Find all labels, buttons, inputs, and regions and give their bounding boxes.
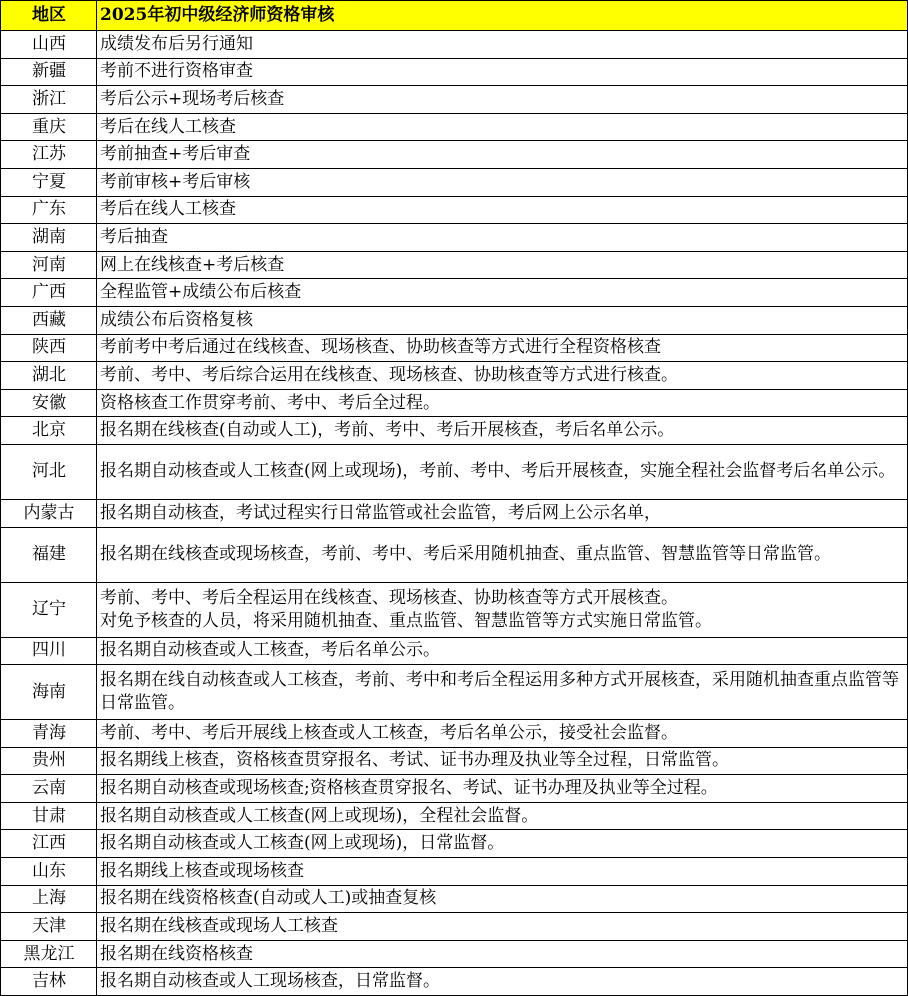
review-method-cell: 报名期线上核查，资格核查贯穿报名、考试、证书办理及执业等全过程，日常监管。 <box>97 747 908 775</box>
table-row <box>1 113 908 141</box>
table-row <box>1 747 908 775</box>
table-row <box>1 637 908 665</box>
review-method-cell: 报名期自动核查或人工核查(网上或现场)，日常监督。 <box>97 830 908 858</box>
region-cell: 江苏 <box>1 141 97 169</box>
table-row <box>1 389 908 417</box>
region-cell: 天津 <box>1 913 97 941</box>
review-method-cell: 报名期在线核查(自动或人工)，考前、考中、考后开展核查，考后名单公示。 <box>97 417 908 445</box>
table-row <box>1 720 908 748</box>
region-cell: 云南 <box>1 775 97 803</box>
review-method-cell: 成绩公布后资格复核 <box>97 306 908 334</box>
region-cell: 陕西 <box>1 334 97 362</box>
review-method-cell: 成绩发布后另行通知 <box>97 31 908 59</box>
region-cell: 内蒙古 <box>1 499 97 527</box>
region-cell: 山西 <box>1 31 97 59</box>
table-row <box>1 665 908 720</box>
review-method-cell: 考前不进行资格审查 <box>97 58 908 86</box>
review-method-cell: 报名期在线核查或现场核查，考前、考中、考后采用随机抽查、重点监管、智慧监管等日常监管。 <box>97 527 908 582</box>
table-row <box>1 362 908 390</box>
table-row <box>1 527 908 582</box>
review-method-cell: 网上在线核查+考后核查 <box>97 251 908 279</box>
table-row <box>1 444 908 499</box>
review-method-cell: 全程监管+成绩公布后核查 <box>97 279 908 307</box>
region-cell: 福建 <box>1 527 97 582</box>
table-row <box>1 306 908 334</box>
region-cell: 西藏 <box>1 306 97 334</box>
header-region: 地区 <box>1 1 97 31</box>
region-cell: 吉林 <box>1 968 97 996</box>
review-method-cell: 考前、考中、考后综合运用在线核查、现场核查、协助核查等方式进行核查。 <box>97 362 908 390</box>
table-row <box>1 196 908 224</box>
review-method-cell: 报名期自动核查或人工现场核查，日常监督。 <box>97 968 908 996</box>
table-row <box>1 279 908 307</box>
review-method-cell: 报名期线上核查或现场核查 <box>97 858 908 886</box>
table-row <box>1 251 908 279</box>
region-cell: 上海 <box>1 885 97 913</box>
region-cell: 江西 <box>1 830 97 858</box>
review-method-cell: 报名期在线核查或现场人工核查 <box>97 913 908 941</box>
review-method-cell: 报名期在线自动核查或人工核查，考前、考中和考后全程运用多种方式开展核查，采用随机抽查重点监管等日常监管。 <box>97 665 908 720</box>
region-cell: 辽宁 <box>1 582 97 637</box>
table-row <box>1 885 908 913</box>
review-method-cell: 报名期在线资格核查 <box>97 940 908 968</box>
review-method-cell: 考后公示+现场考后核查 <box>97 86 908 114</box>
region-cell: 广东 <box>1 196 97 224</box>
region-cell: 湖南 <box>1 224 97 252</box>
region-cell: 山东 <box>1 858 97 886</box>
table-row <box>1 31 908 59</box>
review-method-cell: 考后在线人工核查 <box>97 196 908 224</box>
table-row <box>1 830 908 858</box>
review-method-cell: 资格核查工作贯穿考前、考中、考后全过程。 <box>97 389 908 417</box>
review-method-cell: 报名期自动核查或人工核查(网上或现场)，全程社会监督。 <box>97 802 908 830</box>
table-row <box>1 499 908 527</box>
region-cell: 河南 <box>1 251 97 279</box>
review-method-cell: 考前、考中、考后全程运用在线核查、现场核查、协助核查等方式开展核查。 对免予核查的人员，将采用随机抽查、重点监管、智慧监管等方式实施日常监管。 <box>97 582 908 637</box>
region-cell: 海南 <box>1 665 97 720</box>
review-method-cell: 考前抽查+考后审查 <box>97 141 908 169</box>
region-cell: 四川 <box>1 637 97 665</box>
review-method-cell: 报名期自动核查或现场核查;资格核查贯穿报名、考试、证书办理及执业等全过程。 <box>97 775 908 803</box>
table-row <box>1 775 908 803</box>
region-cell: 湖北 <box>1 362 97 390</box>
review-method-cell: 报名期自动核查或人工核查，考后名单公示。 <box>97 637 908 665</box>
table-row <box>1 86 908 114</box>
table-row <box>1 940 908 968</box>
review-method-cell: 报名期自动核查或人工核查(网上或现场)，考前、考中、考后开展核查，实施全程社会监督考后名单公示。 <box>97 444 908 499</box>
table-row <box>1 913 908 941</box>
table-row <box>1 224 908 252</box>
review-method-cell: 考后抽查 <box>97 224 908 252</box>
region-cell: 新疆 <box>1 58 97 86</box>
region-cell: 青海 <box>1 720 97 748</box>
table-row <box>1 858 908 886</box>
review-method-cell: 考前审核+考后审核 <box>97 168 908 196</box>
review-method-cell: 考后在线人工核查 <box>97 113 908 141</box>
review-method-cell: 报名期在线资格核查(自动或人工)或抽查复核 <box>97 885 908 913</box>
header-row <box>1 1 908 31</box>
region-cell: 广西 <box>1 279 97 307</box>
table-row <box>1 968 908 996</box>
table-row <box>1 802 908 830</box>
region-cell: 黑龙江 <box>1 940 97 968</box>
review-method-cell: 考前、考中、考后开展线上核查或人工核查，考后名单公示，接受社会监督。 <box>97 720 908 748</box>
region-cell: 宁夏 <box>1 168 97 196</box>
table-row <box>1 58 908 86</box>
table-row <box>1 417 908 445</box>
table-row <box>1 141 908 169</box>
region-cell: 北京 <box>1 417 97 445</box>
review-method-cell: 报名期自动核查，考试过程实行日常监管或社会监管，考后网上公示名单， <box>97 499 908 527</box>
region-cell: 浙江 <box>1 86 97 114</box>
region-cell: 安徽 <box>1 389 97 417</box>
region-cell: 贵州 <box>1 747 97 775</box>
region-cell: 甘肃 <box>1 802 97 830</box>
table-row <box>1 582 908 637</box>
table-row <box>1 334 908 362</box>
region-cell: 重庆 <box>1 113 97 141</box>
review-method-cell: 考前考中考后通过在线核查、现场核查、协助核查等方式进行全程资格核查 <box>97 334 908 362</box>
table-row <box>1 168 908 196</box>
table-body <box>1 31 908 996</box>
region-cell: 河北 <box>1 444 97 499</box>
header-review-method: 2025年初中级经济师资格审核 <box>97 1 908 31</box>
